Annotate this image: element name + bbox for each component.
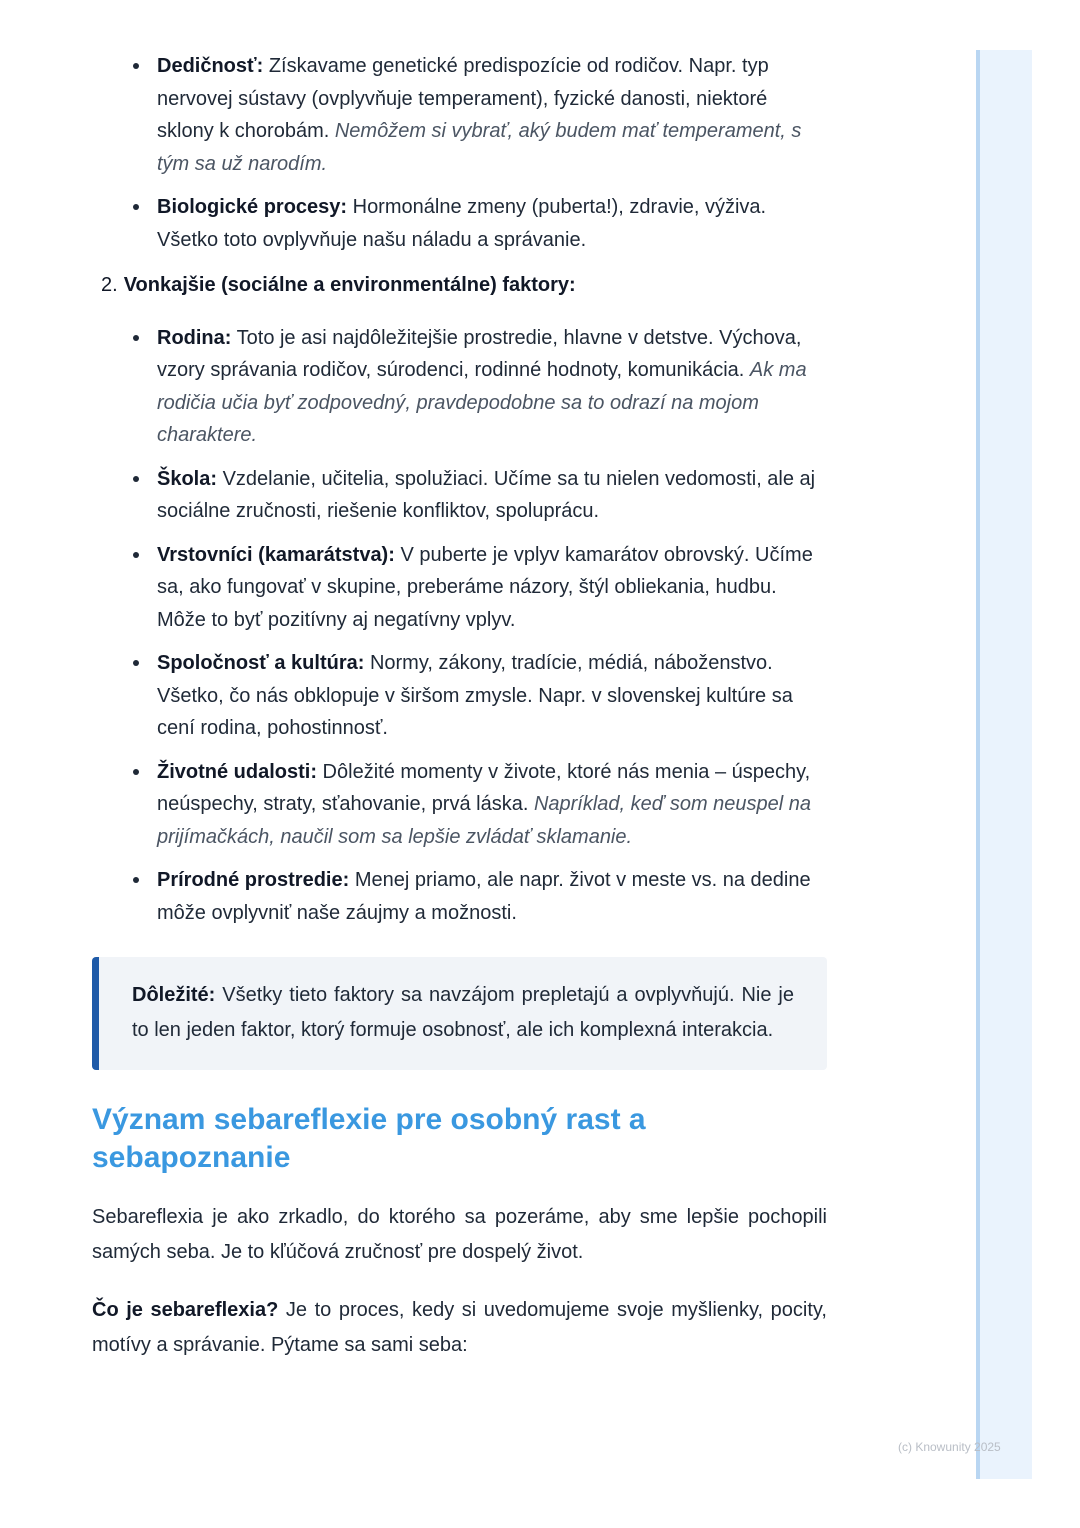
numbered-heading: 2. Vonkajšie (sociálne a environmentálne) faktory:	[101, 274, 576, 296]
list-item: Spoločnosť a kultúra: Normy, zákony, tradície, médiá, náboženstvo. Všetko, čo nás obklopuje v širšom zmysle. Napr. v slovenskej kultúre sa cení rodina, pohostinnosť.	[157, 647, 827, 745]
watermark: (c) Knowunity 2025	[898, 1440, 1001, 1454]
external-factors-list	[92, 322, 827, 930]
list-item: Rodina: Toto je asi najdôležitejšie prostredie, hlavne v detstve. Výchova, vzory správania rodičov, súrodenci, rodinné hodnoty, komunikácia. Ak ma rodičia učia byť zodpovedný, pravdepodobne sa to odrazí na mojom charaktere.	[157, 322, 827, 452]
important-callout: Dôležité: Všetky tieto faktory sa navzájom prepletajú a ovplyvňujú. Nie je to len jeden faktor, ktorý formuje osobnosť, ale ich komplexná interakcia.	[92, 957, 827, 1070]
side-panel	[976, 50, 1032, 1479]
list-item: Biologické procesy: Hormonálne zmeny (puberta!), zdravie, výživa. Všetko toto ovplyvňuje našu náladu a správanie.	[157, 191, 827, 256]
section-heading: Význam sebareflexie pre osobný rast a sebapoznanie	[92, 1103, 646, 1174]
list-item: Životné udalosti: Dôležité momenty v živote, ktoré nás menia – úspechy, neúspechy, straty, sťahovanie, prvá láska. Napríklad, keď som neuspel na prijímačkách, naučil som sa lepšie zvládať sklamanie.	[157, 756, 827, 854]
intro-paragraph: Sebareflexia je ako zrkadlo, do ktorého sa pozeráme, aby sme lepšie pochopili samých seba. Je to kľúčová zručnosť pre dospelý život.	[92, 1206, 827, 1263]
internal-factors-list	[92, 50, 827, 256]
list-item: Dedičnosť: Získavame genetické predispozície od rodičov. Napr. typ nervovej sústavy (ovplyvňuje temperament), fyzické danosti, niektoré sklony k chorobám. Nemôžem si vybrať, aký budem mať temperament, s tým sa už narodím.	[157, 50, 827, 180]
list-item: Vrstovníci (kamarátstva): V puberte je vplyv kamarátov obrovský. Učíme sa, ako fungovať v skupine, preberáme názory, štýl obliekania, hudbu. Môže to byť pozitívny aj negatívny vplyv.	[157, 539, 827, 637]
list-item: Prírodné prostredie: Menej priamo, ale napr. život v meste vs. na dedine môže ovplyvniť naše záujmy a možnosti.	[157, 864, 827, 929]
list-item: Škola: Vzdelanie, učitelia, spolužiaci. Učíme sa tu nielen vedomosti, ale aj sociálne zručnosti, riešenie konfliktov, spoluprácu.	[157, 463, 827, 528]
document-content	[92, 50, 827, 1363]
definition-paragraph: Čo je sebareflexia? Je to proces, kedy si uvedomujeme svoje myšlienky, pocity, motívy a správanie. Pýtame sa sami seba:	[92, 1299, 827, 1356]
